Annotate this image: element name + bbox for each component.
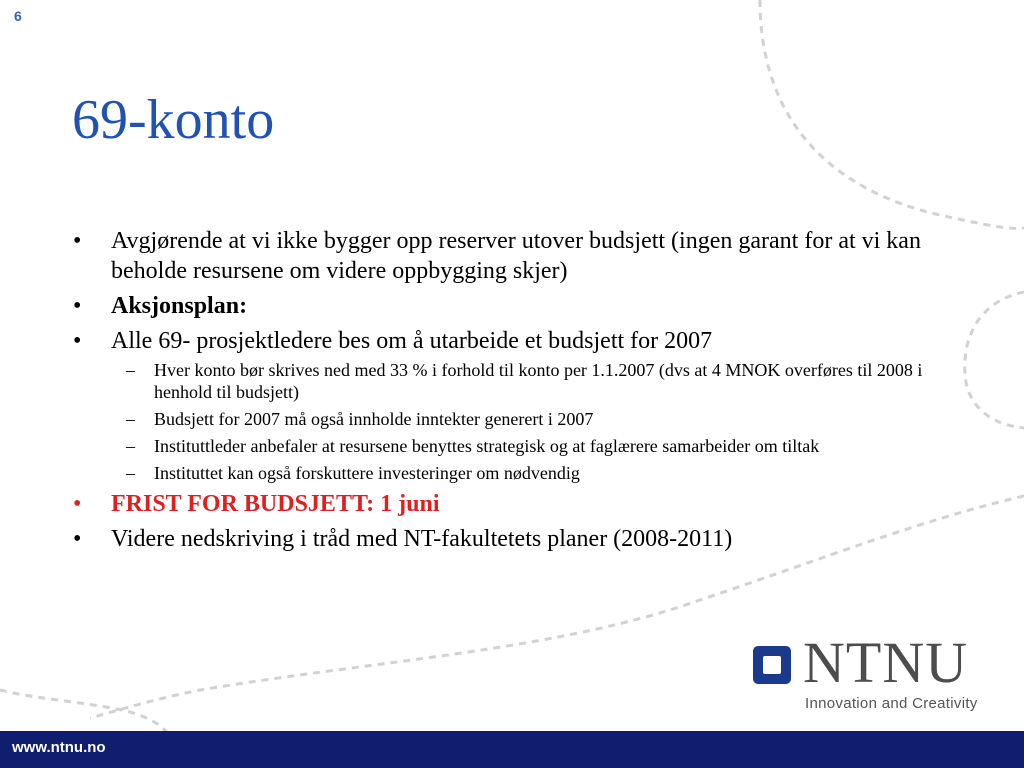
sub-bullet-text: Instituttet kan også forskuttere investeringer om nødvendig <box>154 463 580 483</box>
sub-bullet-marker: – <box>126 360 135 380</box>
sub-bullet-item <box>126 408 924 430</box>
slide-title: 69-konto <box>72 89 275 151</box>
sub-bullet-item <box>126 435 924 457</box>
logo-name: NTNU <box>803 630 969 695</box>
sub-bullet-marker: – <box>126 463 135 483</box>
slide-number: 6 <box>14 8 22 24</box>
sub-bullet-text: Budsjett for 2007 må også innholde inntekter generert i 2007 <box>154 409 594 429</box>
bullet-item-deadline <box>72 489 932 519</box>
bullet-marker: • <box>73 526 82 552</box>
bullet-item <box>72 226 932 286</box>
sub-bullet-item <box>126 462 924 484</box>
logo-tagline: Innovation and Creativity <box>805 695 978 712</box>
bullet-text: Alle 69- prosjektledere bes om å utarbeide et budsjett for 2007 <box>111 328 713 354</box>
sub-bullet-text: Hver konto bør skrives ned med 33 % i forhold til konto per 1.1.2007 (dvs at 4 MNOK overføres til 2008 i henhold til budsjett) <box>154 360 923 402</box>
footer-bar <box>0 731 1024 768</box>
bullet-text: Videre nedskriving i tråd med NT-fakultetets planer (2008-2011) <box>111 526 733 552</box>
slide-content <box>72 226 932 554</box>
sub-bullet-text: Instituttleder anbefaler at resursene benyttes strategisk og at faglærere samarbeider om tiltak <box>154 436 820 456</box>
bullet-marker: • <box>73 491 82 517</box>
decorative-arc-top <box>760 0 1024 228</box>
bullet-marker: • <box>73 228 82 254</box>
bullet-item <box>72 291 932 321</box>
ntnu-logo <box>750 630 1000 719</box>
bullet-item <box>72 524 932 554</box>
bullet-marker: • <box>73 293 82 319</box>
sub-bullet-item <box>126 359 924 403</box>
ntnu-logo-mark-icon <box>753 646 791 684</box>
sub-bullet-marker: – <box>126 409 135 429</box>
footer-url: www.ntnu.no <box>12 739 106 756</box>
bullet-text: Aksjonsplan: <box>111 293 248 319</box>
bullet-marker: • <box>73 328 82 354</box>
decorative-arc-right <box>965 292 1024 428</box>
bullet-text: FRIST FOR BUDSJETT: 1 juni <box>111 491 440 517</box>
bullet-text: Avgjørende at vi ikke bygger opp reserver utover budsjett (ingen garant for at vi kan beholde resursene om videre oppbygging skjer) <box>111 228 921 284</box>
bullet-item <box>72 326 932 356</box>
sub-bullet-marker: – <box>126 436 135 456</box>
